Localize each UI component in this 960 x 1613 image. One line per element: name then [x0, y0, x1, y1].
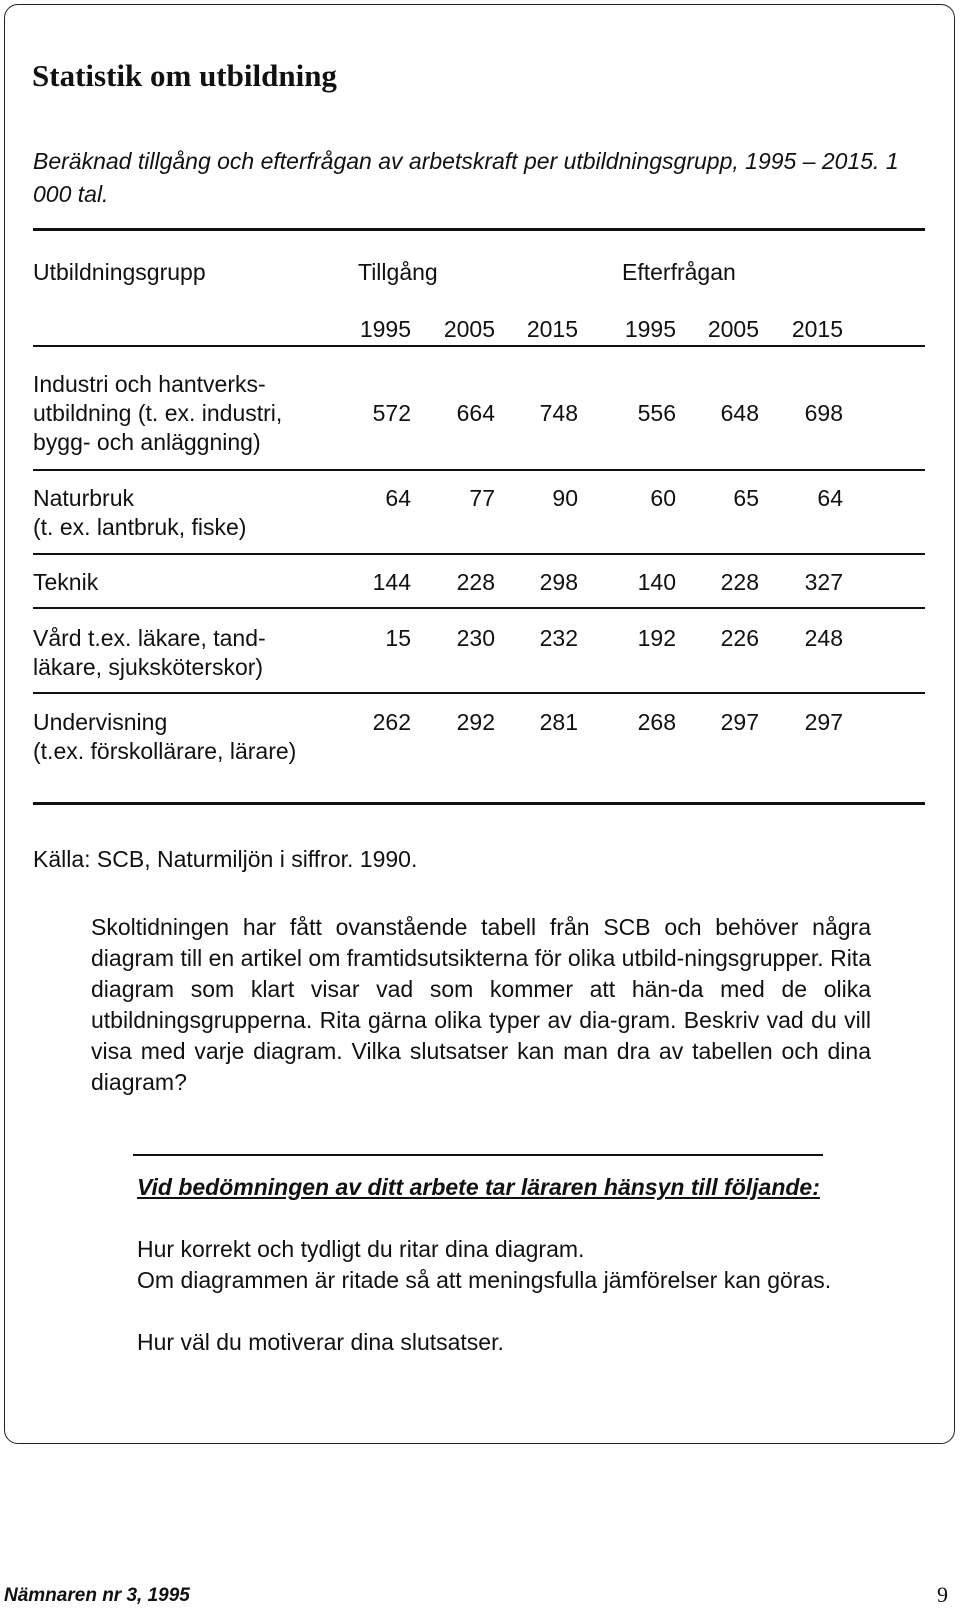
criteria-heading — [137, 1172, 837, 1203]
row-label: (t. ex. lantbruk, fiske) — [33, 514, 247, 540]
table-cell: 268 — [637, 709, 676, 735]
row-label: Vård t.ex. läkare, tand- — [33, 625, 266, 651]
row-separator — [33, 607, 925, 609]
column-header-group: Utbildningsgrupp — [33, 259, 206, 285]
table-cell: 140 — [637, 569, 676, 595]
criteria-heading-text: Vid bedömningen av ditt arbete tar läraren hänsyn till följande: — [137, 1174, 820, 1200]
task-text: Skoltidningen har fått ovanstående tabell från SCB och behöver några diagram till en artikel om framtidsutsikterna för olika utbild-ningsgrupper. Rita diagram som klart visar vad som kommer att hän-da med de olika utbildningsgrupperna. Rita gärna olika typer av dia-gram. Beskriv vad du vill visa med varje diagram. Vilka slutsatser kan man dra av tabellen och dina diagram? — [91, 914, 871, 1095]
table-cell: 297 — [804, 709, 843, 735]
year-header: 2005 — [707, 316, 759, 342]
year-header: 2015 — [526, 316, 578, 342]
table-cell: 228 — [456, 569, 495, 595]
header-rule — [33, 345, 925, 347]
row-separator — [33, 553, 925, 555]
source-note: Källa: SCB, Naturmiljön i siffror. 1990. — [33, 846, 418, 872]
table-cell: 298 — [539, 569, 578, 595]
year-header: 1995 — [359, 316, 411, 342]
row-label: utbildning (t. ex. industri, — [33, 400, 283, 426]
table-cell: 327 — [804, 569, 843, 595]
row-label: (t.ex. förskollärare, lärare) — [33, 738, 297, 764]
year-header: 2005 — [443, 316, 495, 342]
table-cell: 228 — [720, 569, 759, 595]
row-separator — [33, 469, 925, 471]
table-cell: 192 — [637, 625, 676, 651]
table-cell: 64 — [817, 485, 843, 511]
table-cell: 248 — [804, 625, 843, 651]
table-cell: 60 — [650, 485, 676, 511]
table-caption: Beräknad tillgång och efterfrågan av arbetskraft per utbildningsgrupp, 1995 – 2015. 1 000 tal. — [33, 148, 899, 207]
year-header: 2015 — [791, 316, 843, 342]
column-header-demand: Efterfrågan — [622, 259, 736, 285]
table-cell: 262 — [372, 709, 411, 735]
table-cell: 226 — [720, 625, 759, 651]
table-cell: 90 — [552, 485, 578, 511]
table-cell: 230 — [456, 625, 495, 651]
criteria-rule — [133, 1154, 823, 1156]
row-label: Undervisning — [33, 709, 168, 735]
table-cell: 297 — [720, 709, 759, 735]
column-header-supply: Tillgång — [358, 259, 438, 285]
table-cell: 77 — [469, 485, 495, 511]
table-cell: 572 — [372, 400, 411, 426]
table-cell: 15 — [385, 625, 411, 651]
table-cell: 664 — [456, 400, 495, 426]
table-top-rule — [33, 228, 925, 231]
table-cell: 698 — [804, 400, 843, 426]
table-cell: 64 — [385, 485, 411, 511]
table-cell: 232 — [539, 625, 578, 651]
table-cell: 292 — [456, 709, 495, 735]
table-cell: 65 — [733, 485, 759, 511]
publication-name: Nämnaren nr 3, 1995 — [4, 1585, 190, 1606]
table-cell: 556 — [637, 400, 676, 426]
table-cell: 748 — [539, 400, 578, 426]
criteria-item: Hur väl du motiverar dina slutsatser. — [137, 1329, 504, 1355]
criteria-item: Om diagrammen är ritade så att meningsfulla jämförelser kan göras. — [137, 1267, 832, 1293]
row-separator — [33, 692, 925, 694]
table-bottom-rule — [33, 802, 925, 805]
page-title: Statistik om utbildning — [32, 58, 337, 93]
row-label: läkare, sjuksköterskor) — [33, 654, 264, 680]
page-number: 9 — [937, 1582, 948, 1607]
row-label: Teknik — [33, 569, 99, 595]
criteria-item: Hur korrekt och tydligt du ritar dina diagram. — [137, 1236, 585, 1262]
row-label: bygg- och anläggning) — [33, 429, 261, 455]
table-cell: 648 — [720, 400, 759, 426]
row-label: Naturbruk — [33, 485, 134, 511]
table-cell: 281 — [539, 709, 578, 735]
table-cell: 144 — [372, 569, 411, 595]
row-label: Industri och hantverks- — [33, 371, 266, 397]
year-header: 1995 — [624, 316, 676, 342]
